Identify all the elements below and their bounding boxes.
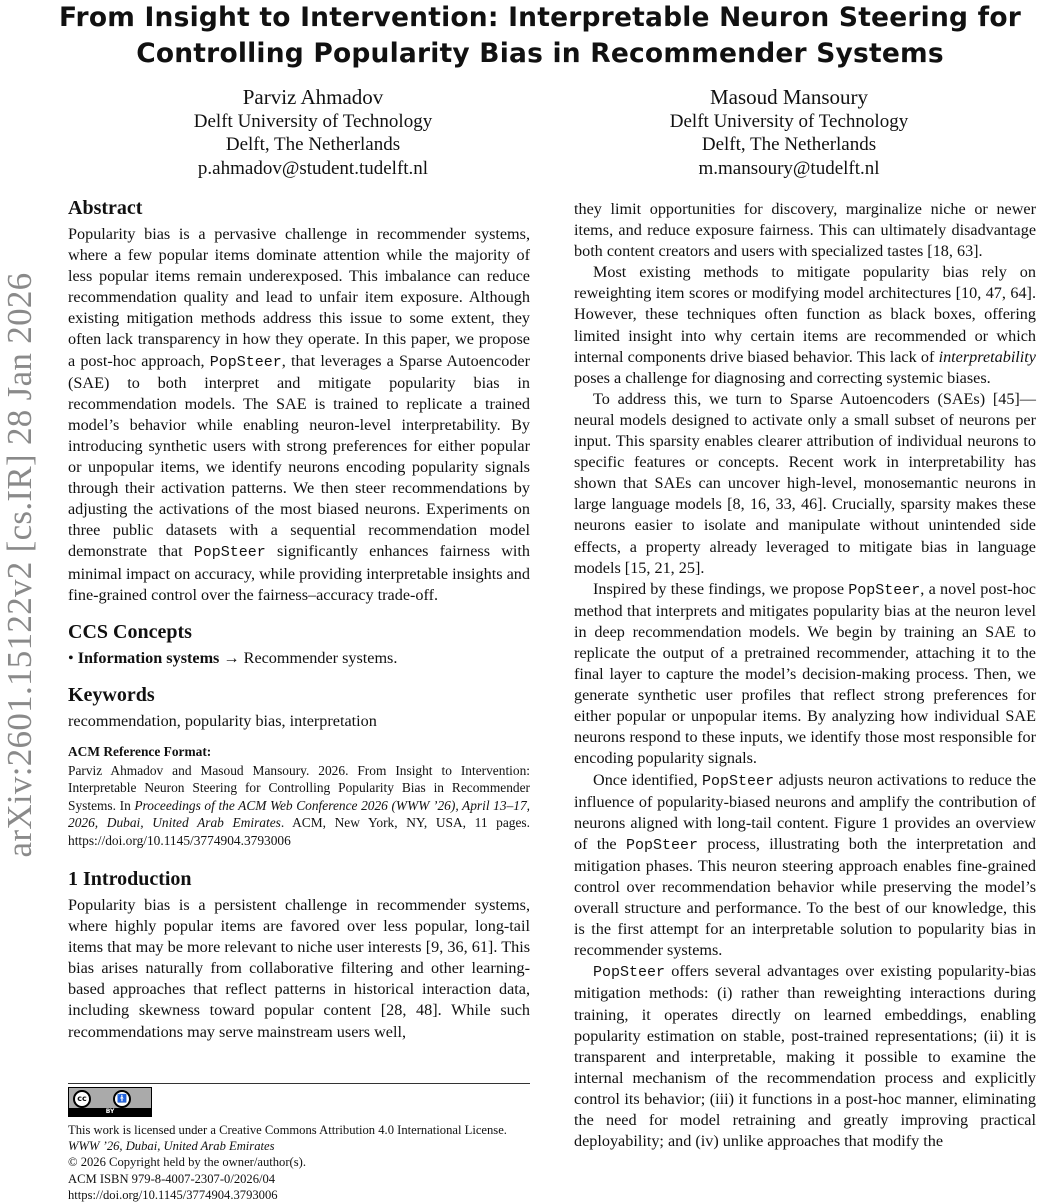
text-run: process, illustrating both the interpretation and mitigation phases. This neuron steering approach enables fine-grained control over recommendation behavior while preserving the model’s overall structure and performance. To the best of our knowledge, this is the first attempt for an interpretable solution to popularity bias in recommender systems. [574, 834, 1037, 960]
text-run: , that leverages a Sparse Autoencoder (SAE) to both interpret and mitigate popularity bias in recommendation models. The SAE is trained to replicate a trained model’s behavior while enabling neuron-level interpretability. By introducing synthetic users with strong preferences for either popular or unpopular items, we identify neurons encoding popularity signals through their activation patterns. We then steer recommendations by adjusting the activations of the most biased neurons. Experiments on three public datasets with a sequential recommendation model demonstrate that [68, 351, 530, 561]
author-block [609, 86, 969, 180]
text-run: they limit opportunities for discovery, marginalize niche or newer items, and reduce exposure fairness. This can ultimately disadvantage both content creators and users with specialized tastes [18, 63]. [574, 200, 1036, 261]
text-run: Inspired by these findings, we propose [593, 579, 849, 598]
license-text: This work is licensed under a Creative Commons Attribution 4.0 International License. [68, 1123, 507, 1137]
author-block [133, 86, 493, 180]
keywords-heading: Keywords [68, 683, 155, 706]
body-paragraph [574, 262, 1036, 389]
venue-text: WWW ’26, Dubai, United Arab Emirates [68, 1139, 275, 1154]
author-location: Delft, The Netherlands [225, 134, 401, 155]
footer-divider [68, 1083, 530, 1084]
text-run: → Recommender systems. [219, 648, 398, 667]
introduction-paragraph [68, 895, 530, 1043]
arxiv-identifier: arXiv:2601.15122v2 [cs.IR] 28 Jan 2026 [0, 272, 39, 858]
body-paragraph [574, 579, 1036, 770]
title-line: From Insight to Intervention: Interpretable Neuron Steering for [58, 2, 1022, 33]
author-name: Parviz Ahmadov [242, 85, 384, 109]
text-run: offers several advantages over existing popularity-bias mitigation methods: (i) rather than reweighting interactions during training, it operates directly on learned embeddings, enabling popularity estimation on stable, post-trained representations; (ii) it is transparent and interpretable, making it possible to examine the internal mechanism of the recommendation process and explicitly control its behavior; (iii) it functions in a post-hoc manner, eliminating the need for model retraining and greatly improving practical deployability; and (iv) unlike approaches that modify the [574, 962, 1036, 1151]
author-email[interactable]: m.mansoury@tudelft.nl [698, 157, 880, 179]
body-paragraph [574, 770, 1036, 962]
attribution-icon: 🚹 [113, 1090, 131, 1108]
ccs-text [68, 648, 530, 669]
bold-text: Information systems [77, 648, 220, 667]
author-location: Delft, The Netherlands [701, 134, 877, 155]
method-name: PopSteer [625, 836, 698, 854]
method-name: PopSteer [848, 581, 921, 599]
author-affiliation: Delft University of Technology [193, 110, 433, 132]
introduction-heading: 1 Introduction [68, 868, 192, 890]
body-paragraph [574, 389, 1036, 579]
body-paragraph [574, 199, 1036, 262]
right-column [574, 199, 1036, 1152]
text-run: Parviz Ahmadov and Masoud Mansoury. 2026. From Insight to Intervention: Interpretable Neuron Steering for Controlling Popularity Bias in Recommender Systems. In [68, 762, 530, 813]
author-email[interactable]: p.ahmadov@student.tudelft.nl [197, 157, 429, 179]
text-run: significantly enhances fairness with minimal impact on accuracy, while providing interpretable insights and fine-grained control over the fairness–accuracy trade-off. [68, 542, 530, 604]
text-run: Popularity bias is a persistent challenge in recommender systems, where highly popular items are favored over less popular, long-tail items that may be more relevant to niche user interests [9, 36, 61]. This bias arises naturally from collaborative filtering and other learning-based approaches that reflect patterns in historical interaction data, including skewness toward popular content [28, 48]. While such recommendations may serve mainstream users well, [68, 896, 530, 1041]
text-run: Once identified, [593, 770, 703, 789]
text-run: To address this, we turn to Sparse Autoencoders (SAEs) [45]—neural models designed to activate only a small subset of neurons per input. This sparsity enables clearer attribution of individual neurons to specific features or concepts. Recent work in interpretability has shown that SAEs can uncover high-level, monosemantic neurons in large language models [8, 16, 33, 46]. Crucially, sparsity makes these neurons easier to isolate and manipulate without unintended side effects, a property already leveraged to mitigate bias in language models [15, 21, 25]. [574, 389, 1036, 577]
text-run: , a novel post-hoc method that interprets and mitigates popularity bias at the neuron level in deep recommendation models. We begin by training an SAE to replicate the output of a pretrained recommender, attaching it to the final layer to capture the model’s decision-making process. Then, we generate synthetic user profiles that reflect strong preferences for either popular or unpopular items. By analyzing how individual SAE neurons respond to these inputs, we identify those most responsible for encoding popularity signals. [574, 579, 1036, 768]
cc-badge-label: BY [69, 1108, 151, 1116]
license-footer [68, 1083, 530, 1203]
acm-reference-text [68, 762, 530, 849]
title-line: Controlling Popularity Bias in Recommender Systems [136, 38, 944, 69]
text-run: Popularity bias is a pervasive challenge in recommender systems, where a few popular items dominate attention while the majority of less popular items remain underexposed. This imbalance can reduce recommendation quality and lead to unfair item exposure. Although existing mitigation methods address this issue to some extent, they often lack transparency in how they operate. In this paper, we propose a post-hoc approach, [68, 225, 530, 370]
text-run: adjusts neuron activations to reduce the influence of popularity-biased neurons and amplify the contribution of neurons aligned with long-tail content. Figure 1 provides an overview of the [574, 770, 1037, 853]
paper-title [40, 0, 1040, 72]
text-run: poses a challenge for diagnosing and correcting systemic biases. [574, 368, 991, 387]
method-name: PopSteer [209, 353, 282, 371]
isbn-text: ACM ISBN 979-8-4007-2307-0/2026/04 [68, 1171, 276, 1186]
text-run: Most existing methods to mitigate popularity bias rely on reweighting item scores or modifying model architectures [10, 47, 64]. However, these techniques often function as black boxes, offering limited insight into why certain items are recommended or which internal components drive biased behavior. This lack of [574, 263, 1036, 366]
method-name: PopSteer [702, 772, 775, 790]
abstract-heading: Abstract [68, 197, 143, 219]
left-column [68, 196, 530, 1043]
method-name: PopSteer [593, 964, 666, 982]
copyright-text: © 2026 Copyright held by the owner/author(s). [68, 1155, 306, 1170]
acm-reference-heading: ACM Reference Format: [68, 743, 212, 759]
doi-link[interactable]: https://doi.org/10.1145/3774904.3793006 [68, 1187, 278, 1202]
ccs-heading: CCS Concepts [68, 620, 192, 643]
author-name: Masoud Mansoury [709, 85, 869, 109]
abstract-text [68, 224, 530, 606]
emphasis-text: Proceedings of the ACM Web Conference 2026 (WWW ’26), April 13–17, 2026, Dubai, United Arab Emirates [68, 797, 530, 831]
emphasis-text: interpretability [938, 347, 1036, 366]
cc-icon: cc [73, 1090, 91, 1108]
keywords-text: recommendation, popularity bias, interpretation [68, 711, 377, 730]
method-name: PopSteer [193, 544, 266, 562]
author-affiliation: Delft University of Technology [669, 110, 909, 132]
cc-by-license-icon[interactable] [68, 1087, 152, 1117]
text-run: . ACM, New York, NY, USA, 11 pages. https://doi.org/10.1145/3774904.3793006 [68, 815, 530, 848]
text-run: • [68, 648, 78, 667]
body-paragraph [574, 961, 1036, 1152]
